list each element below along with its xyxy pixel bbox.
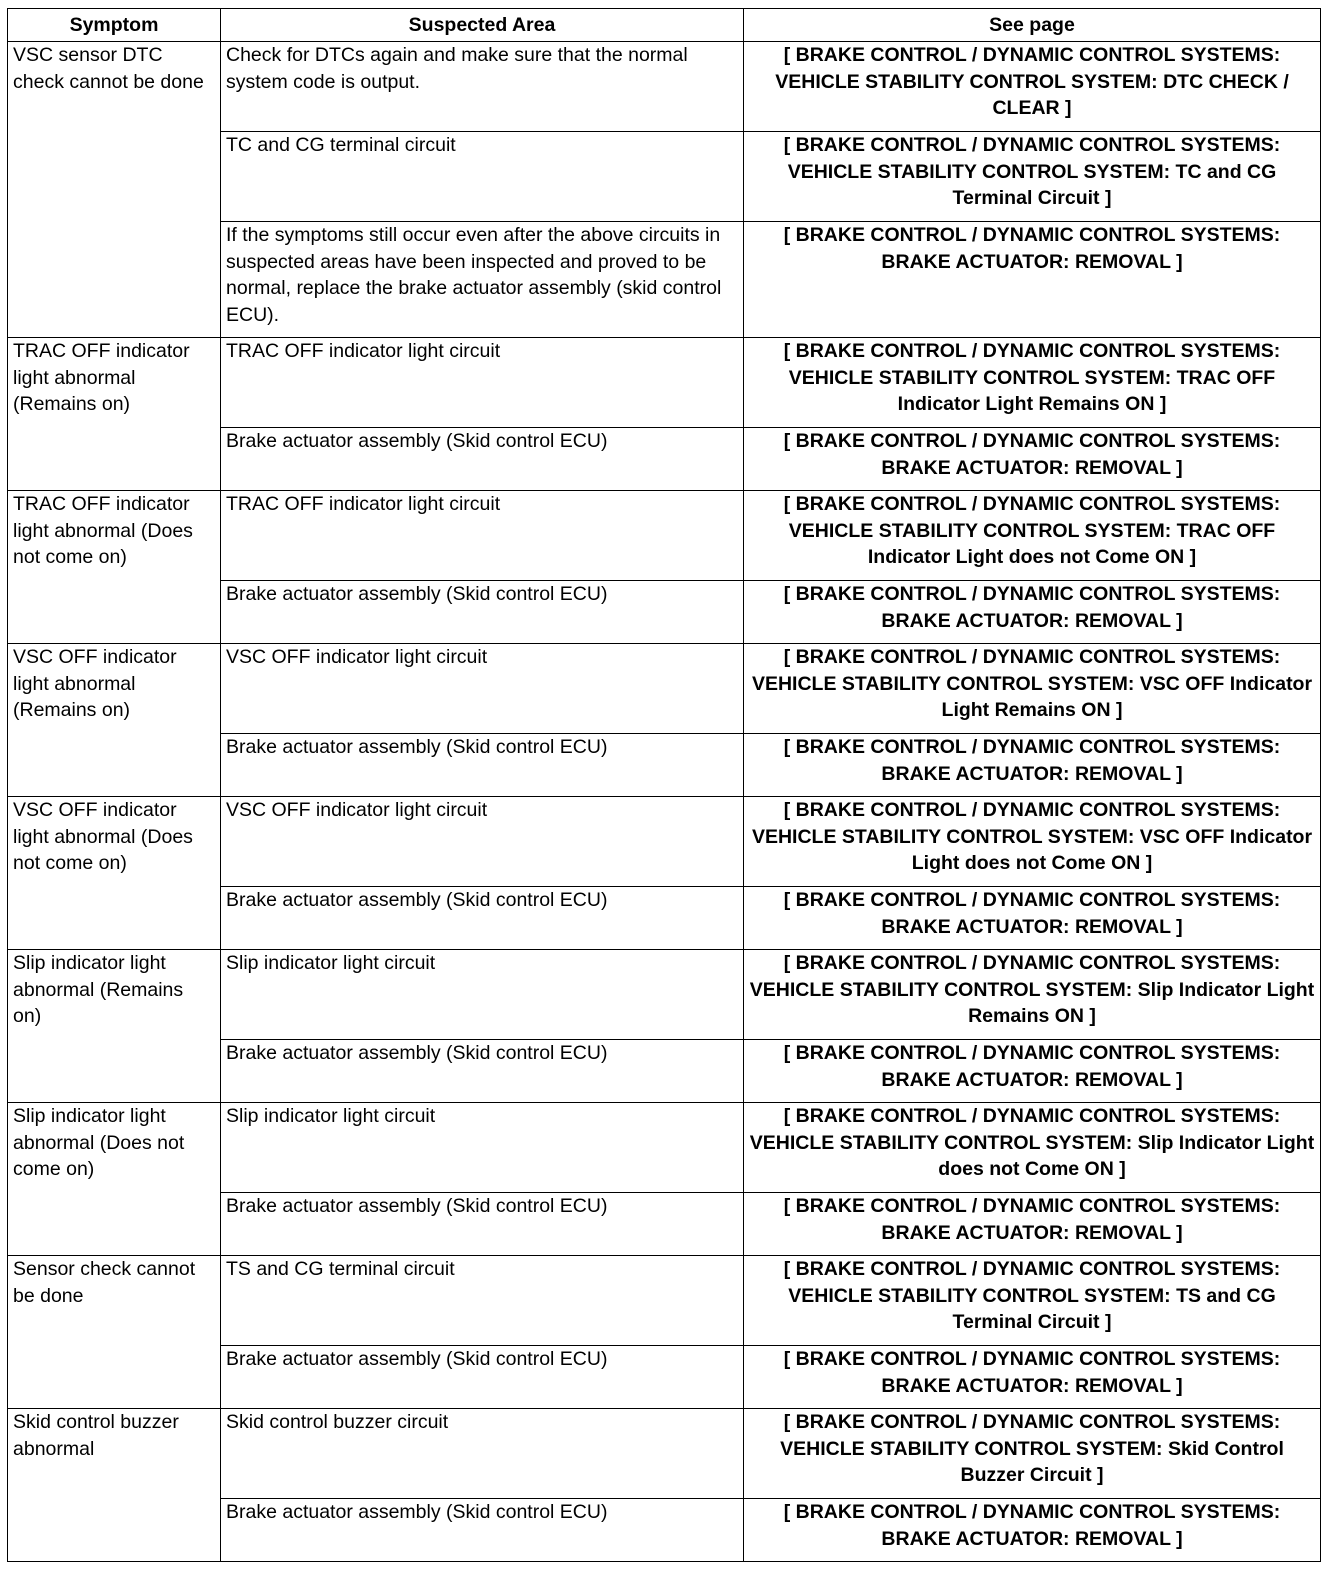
symptom-cell: TRAC OFF indicator light abnormal (Remains on): [8, 338, 221, 491]
suspected-area-cell: Skid control buzzer circuit: [221, 1409, 744, 1499]
suspected-area-cell: TRAC OFF indicator light circuit: [221, 491, 744, 581]
see-page-cell: [ BRAKE CONTROL / DYNAMIC CONTROL SYSTEMS: VEHICLE STABILITY CONTROL SYSTEM: TS and CG Terminal Circuit ]: [744, 1256, 1321, 1346]
see-page-cell: [ BRAKE CONTROL / DYNAMIC CONTROL SYSTEMS: VEHICLE STABILITY CONTROL SYSTEM: TC and CG Terminal Circuit ]: [744, 132, 1321, 222]
suspected-area-cell: TS and CG terminal circuit: [221, 1256, 744, 1346]
suspected-area-cell: TRAC OFF indicator light circuit: [221, 338, 744, 428]
see-page-cell: [ BRAKE CONTROL / DYNAMIC CONTROL SYSTEMS: VEHICLE STABILITY CONTROL SYSTEM: VSC OFF Indicator Light Remains ON ]: [744, 644, 1321, 734]
see-page-cell: [ BRAKE CONTROL / DYNAMIC CONTROL SYSTEMS: BRAKE ACTUATOR: REMOVAL ]: [744, 1346, 1321, 1409]
table-row: [8, 644, 1321, 734]
see-page-cell: [ BRAKE CONTROL / DYNAMIC CONTROL SYSTEMS: BRAKE ACTUATOR: REMOVAL ]: [744, 1499, 1321, 1562]
symptom-cell: Slip indicator light abnormal (Does not come on): [8, 1103, 221, 1256]
table-row: [8, 1256, 1321, 1346]
header-row: [8, 9, 1321, 42]
suspected-area-cell: Brake actuator assembly (Skid control ECU): [221, 1499, 744, 1562]
see-page-cell: [ BRAKE CONTROL / DYNAMIC CONTROL SYSTEMS: VEHICLE STABILITY CONTROL SYSTEM: Slip Indicator Light does not Come ON ]: [744, 1103, 1321, 1193]
suspected-area-cell: Brake actuator assembly (Skid control ECU): [221, 1193, 744, 1256]
suspected-area-cell: TC and CG terminal circuit: [221, 132, 744, 222]
suspected-area-cell: Check for DTCs again and make sure that the normal system code is output.: [221, 42, 744, 132]
symptom-cell: Slip indicator light abnormal (Remains on): [8, 950, 221, 1103]
trouble-table: [7, 8, 1321, 1562]
see-page-cell: [ BRAKE CONTROL / DYNAMIC CONTROL SYSTEMS: BRAKE ACTUATOR: REMOVAL ]: [744, 1193, 1321, 1256]
see-page-cell: [ BRAKE CONTROL / DYNAMIC CONTROL SYSTEMS: VEHICLE STABILITY CONTROL SYSTEM: TRAC OFF Indicator Light Remains ON ]: [744, 338, 1321, 428]
suspected-area-cell: Brake actuator assembly (Skid control ECU): [221, 1346, 744, 1409]
table-row: [8, 1103, 1321, 1193]
symptom-cell: VSC OFF indicator light abnormal (Does not come on): [8, 797, 221, 950]
suspected-area-cell: Brake actuator assembly (Skid control ECU): [221, 734, 744, 797]
suspected-area-cell: Brake actuator assembly (Skid control ECU): [221, 581, 744, 644]
symptom-cell: Sensor check cannot be done: [8, 1256, 221, 1409]
see-page-cell: [ BRAKE CONTROL / DYNAMIC CONTROL SYSTEMS: BRAKE ACTUATOR: REMOVAL ]: [744, 887, 1321, 950]
suspected-area-header: Suspected Area: [221, 9, 744, 42]
suspected-area-cell: Brake actuator assembly (Skid control ECU): [221, 887, 744, 950]
see-page-cell: [ BRAKE CONTROL / DYNAMIC CONTROL SYSTEMS: BRAKE ACTUATOR: REMOVAL ]: [744, 581, 1321, 644]
symptom-cell: TRAC OFF indicator light abnormal (Does not come on): [8, 491, 221, 644]
see-page-cell: [ BRAKE CONTROL / DYNAMIC CONTROL SYSTEMS: VEHICLE STABILITY CONTROL SYSTEM: VSC OFF Indicator Light does not Come ON ]: [744, 797, 1321, 887]
see-page-cell: [ BRAKE CONTROL / DYNAMIC CONTROL SYSTEMS: VEHICLE STABILITY CONTROL SYSTEM: Skid Control Buzzer Circuit ]: [744, 1409, 1321, 1499]
table-row: [8, 42, 1321, 132]
table-row: [8, 950, 1321, 1040]
suspected-area-cell: Brake actuator assembly (Skid control ECU): [221, 1040, 744, 1103]
symptom-cell: Skid control buzzer abnormal: [8, 1409, 221, 1562]
symptom-cell: VSC OFF indicator light abnormal (Remains on): [8, 644, 221, 797]
suspected-area-cell: VSC OFF indicator light circuit: [221, 644, 744, 734]
see-page-cell: [ BRAKE CONTROL / DYNAMIC CONTROL SYSTEMS: BRAKE ACTUATOR: REMOVAL ]: [744, 734, 1321, 797]
suspected-area-cell: Slip indicator light circuit: [221, 950, 744, 1040]
see-page-cell: [ BRAKE CONTROL / DYNAMIC CONTROL SYSTEMS: BRAKE ACTUATOR: REMOVAL ]: [744, 222, 1321, 338]
suspected-area-cell: VSC OFF indicator light circuit: [221, 797, 744, 887]
symptom-header: Symptom: [8, 9, 221, 42]
table-row: [8, 338, 1321, 428]
table-row: [8, 491, 1321, 581]
suspected-area-cell: Slip indicator light circuit: [221, 1103, 744, 1193]
see-page-cell: [ BRAKE CONTROL / DYNAMIC CONTROL SYSTEMS: BRAKE ACTUATOR: REMOVAL ]: [744, 1040, 1321, 1103]
symptom-cell: VSC sensor DTC check cannot be done: [8, 42, 221, 338]
table-row: [8, 1409, 1321, 1499]
see-page-header: See page: [744, 9, 1321, 42]
see-page-cell: [ BRAKE CONTROL / DYNAMIC CONTROL SYSTEMS: VEHICLE STABILITY CONTROL SYSTEM: TRAC OFF Indicator Light does not Come ON ]: [744, 491, 1321, 581]
table-row: [8, 797, 1321, 887]
suspected-area-cell: Brake actuator assembly (Skid control ECU): [221, 428, 744, 491]
suspected-area-cell: If the symptoms still occur even after the above circuits in suspected areas have been inspected and proved to be normal, replace the brake actuator assembly (skid control ECU).: [221, 222, 744, 338]
see-page-cell: [ BRAKE CONTROL / DYNAMIC CONTROL SYSTEMS: VEHICLE STABILITY CONTROL SYSTEM: Slip Indicator Light Remains ON ]: [744, 950, 1321, 1040]
see-page-cell: [ BRAKE CONTROL / DYNAMIC CONTROL SYSTEMS: VEHICLE STABILITY CONTROL SYSTEM: DTC CHECK / CLEAR ]: [744, 42, 1321, 132]
see-page-cell: [ BRAKE CONTROL / DYNAMIC CONTROL SYSTEMS: BRAKE ACTUATOR: REMOVAL ]: [744, 428, 1321, 491]
